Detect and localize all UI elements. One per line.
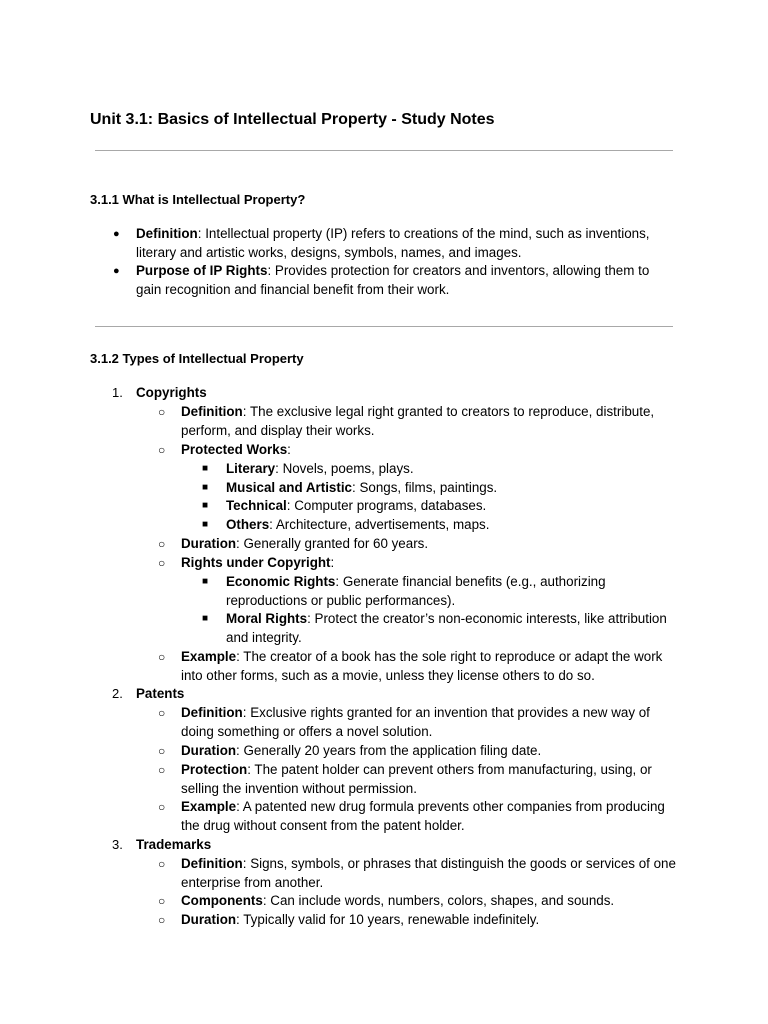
item-title: Patents <box>136 686 185 701</box>
term-label: Literary <box>226 461 276 476</box>
term-label: Rights under Copyright <box>181 555 331 570</box>
term-text: : Protect the creator’s non-economic interests, like attribution and integrity. <box>226 611 667 645</box>
list-item-literary <box>202 460 676 479</box>
term-label: Duration <box>181 536 237 551</box>
term-text: : A patented new drug formula prevents other companies from producing the drug without consent from the patent holder. <box>181 799 665 833</box>
term-text: : <box>287 442 291 457</box>
page-title: Unit 3.1: Basics of Intellectual Property - Study Notes <box>90 111 495 128</box>
numbered-item-patents <box>112 685 676 704</box>
list-item-technical <box>202 497 676 516</box>
list-item-ip-definition <box>113 225 676 263</box>
item-title: Trademarks <box>136 837 212 852</box>
term-text: : Signs, symbols, or phrases that distinguish the goods or services of one enterprise from another. <box>181 856 676 890</box>
section-heading-what-is-ip: 3.1.1 What is Intellectual Property? <box>90 192 306 207</box>
list-item-copyright-example <box>158 648 681 686</box>
list-item-rights-under-copyright <box>158 554 681 573</box>
circle-bullet-icon: ○ <box>158 913 166 927</box>
circle-bullet-icon: ○ <box>158 857 166 871</box>
term-label: Components <box>181 893 263 908</box>
list-item-patent-protection <box>158 761 681 799</box>
circle-bullet-icon: ○ <box>158 405 166 419</box>
term-text: : Generally granted for 60 years. <box>236 536 429 551</box>
circle-bullet-icon: ○ <box>158 763 166 777</box>
term-label: Protection <box>181 762 248 777</box>
horizontal-divider <box>95 326 673 327</box>
term-text: : The patent holder can prevent others from manufacturing, using, or selling the invention without permission. <box>181 762 652 796</box>
term-text: : Generate financial benefits (e.g., authorizing reproductions or public performances). <box>226 574 606 608</box>
term-label: Technical <box>226 498 287 513</box>
term-text: : Exclusive rights granted for an invention that provides a new way of doing something or offers a novel solution. <box>181 705 650 739</box>
list-item-purpose-of-ip-rights <box>113 262 676 300</box>
list-item-copyright-definition <box>158 403 681 441</box>
term-text: : Novels, poems, plays. <box>275 461 414 476</box>
list-number: 3. <box>112 837 123 852</box>
list-item-trademark-duration <box>158 911 681 930</box>
term-label: Others <box>226 517 270 532</box>
list-item-copyright-duration <box>158 535 681 554</box>
circle-bullet-icon: ○ <box>158 556 166 570</box>
term-label: Definition <box>181 856 243 871</box>
list-item-trademark-definition <box>158 855 681 893</box>
list-item-patent-duration <box>158 742 681 761</box>
term-label: Duration <box>181 743 237 758</box>
circle-bullet-icon: ○ <box>158 443 166 457</box>
term-label: Definition <box>136 226 198 241</box>
circle-bullet-icon: ○ <box>158 744 166 758</box>
term-label: Musical and Artistic <box>226 480 353 495</box>
square-bullet-icon: ■ <box>202 482 209 493</box>
list-item-musical-and-artistic <box>202 479 676 498</box>
term-text: : Architecture, advertisements, maps. <box>269 517 490 532</box>
term-text: : Can include words, numbers, colors, shapes, and sounds. <box>262 893 615 908</box>
term-label: Example <box>181 799 237 814</box>
square-bullet-icon: ■ <box>202 519 209 530</box>
term-text: : Generally 20 years from the application filing date. <box>236 743 542 758</box>
horizontal-divider <box>95 150 673 151</box>
square-bullet-icon: ■ <box>202 576 209 587</box>
item-title: Copyrights <box>136 385 207 400</box>
circle-bullet-icon: ○ <box>158 894 166 908</box>
list-number: 2. <box>112 686 123 701</box>
circle-bullet-icon: ○ <box>158 706 166 720</box>
list-item-protected-works <box>158 441 681 460</box>
list-item-economic-rights <box>202 573 676 611</box>
square-bullet-icon: ■ <box>202 500 209 511</box>
term-text: : Intellectual property (IP) refers to creations of the mind, such as inventions, literary and artistic works, designs, symbols, names, and images. <box>136 226 650 260</box>
term-text: : Computer programs, databases. <box>286 498 487 513</box>
bullet-icon: ● <box>113 265 120 277</box>
term-text: : Typically valid for 10 years, renewable indefinitely. <box>236 912 540 927</box>
list-item-trademark-components <box>158 892 681 911</box>
term-label: Economic Rights <box>226 574 336 589</box>
term-label: Protected Works <box>181 442 288 457</box>
term-text: : The creator of a book has the sole right to reproduce or adapt the work into other forms, such as a movie, unless they license others to do so. <box>181 649 663 683</box>
list-number: 1. <box>112 385 123 400</box>
term-label: Moral Rights <box>226 611 308 626</box>
term-text: : The exclusive legal right granted to creators to reproduce, distribute, perform, and display their works. <box>181 404 655 438</box>
term-label: Example <box>181 649 237 664</box>
numbered-item-copyrights <box>112 384 676 403</box>
term-label: Purpose of IP Rights <box>136 263 268 278</box>
list-item-patent-definition <box>158 704 681 742</box>
section-heading-types-of-ip: 3.1.2 Types of Intellectual Property <box>90 351 304 366</box>
square-bullet-icon: ■ <box>202 463 209 474</box>
term-text: : Provides protection for creators and inventors, allowing them to gain recognition and financial benefit from their work. <box>136 263 650 297</box>
term-label: Definition <box>181 404 243 419</box>
list-item-moral-rights <box>202 610 676 648</box>
circle-bullet-icon: ○ <box>158 537 166 551</box>
circle-bullet-icon: ○ <box>158 650 166 664</box>
square-bullet-icon: ■ <box>202 613 209 624</box>
term-text: : <box>330 555 335 570</box>
list-item-others <box>202 516 676 535</box>
list-item-patent-example <box>158 798 681 836</box>
circle-bullet-icon: ○ <box>158 800 166 814</box>
term-label: Duration <box>181 912 237 927</box>
bullet-icon: ● <box>113 228 120 240</box>
numbered-item-trademarks <box>112 836 676 855</box>
term-text: : Songs, films, paintings. <box>352 480 498 495</box>
term-label: Definition <box>181 705 243 720</box>
